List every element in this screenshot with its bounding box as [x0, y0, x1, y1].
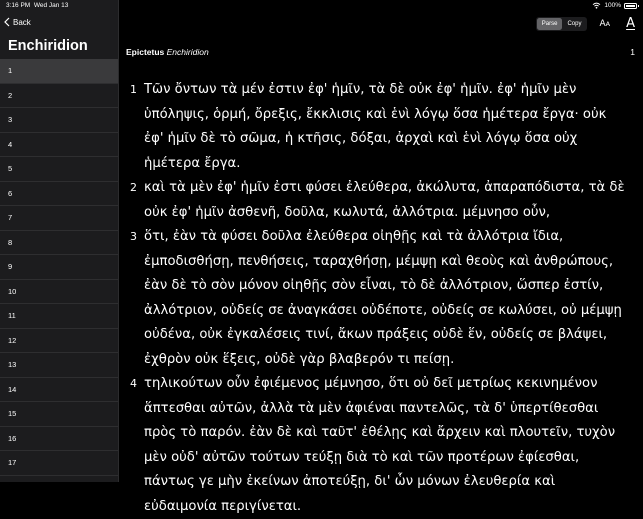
sidebar-item-11[interactable]: 11: [0, 304, 118, 329]
sidebar-item-1[interactable]: 1: [0, 59, 118, 84]
paragraph-text: τηλικούτων οὖν ἐφιέμενος μέμνησο, ὅτι οὐ δεῖ μετρίως κεκινημένον ἅπτεσθαι αὐτῶν, ἀλλὰ τὰ μὲν ἀφιέναι παντελῶς, τὰ δ' ὑπερτίθεσθαι πρὸς τὸ παρόν. ἐὰν δὲ καὶ ταῦτ' ἐθέλῃς καὶ ἄρχειν καὶ πλουτεῖν, τυχὸν μὲν οὐδ' αὐτῶν τούτων τεύξῃ διὰ τὸ καὶ τῶν προτέρων ἐφίεσθαι, πάντως γε μὴν ἐκείνων ἀποτεύξῃ, δι' ὧν μόνων ἐλευθερία καὶ εὐδαιμονία περιγίνεται.: [144, 376, 616, 514]
work-title: Enchiridion: [166, 47, 209, 57]
status-bar: [0, 0, 643, 12]
paragraph-text: καὶ τὰ μὲν ἐφ' ἡμῖν ἐστι φύσει ἐλεύθερα, ἀκώλυτα, ἀπαραπόδιστα, τὰ δὲ οὐκ ἐφ' ἡμῖν ἀσθενῆ, δοῦλα, κωλυτά, ἀλλότρια. μέμνησο οὖν,: [144, 180, 625, 220]
battery-icon: [624, 3, 637, 9]
back-button[interactable]: [4, 17, 31, 27]
wifi-icon: [592, 2, 601, 9]
sidebar: [0, 0, 118, 482]
battery-percent: 100%: [604, 2, 621, 9]
sidebar-item-10[interactable]: 10: [0, 280, 118, 305]
sidebar-item-8[interactable]: 8: [0, 231, 118, 256]
status-indicators: [592, 2, 637, 9]
paragraph[interactable]: [130, 176, 630, 225]
section-number: 4: [130, 377, 137, 390]
paragraph[interactable]: [130, 372, 630, 519]
sidebar-item-17[interactable]: 17: [0, 451, 118, 476]
sidebar-item-6[interactable]: 6: [0, 182, 118, 207]
page-number: 1: [630, 47, 635, 57]
paragraph-text: Τῶν ὄντων τὰ μέν ἐστιν ἐφ' ἡμῖν, τὰ δὲ οὐκ ἐφ' ἡμῖν. ἐφ' ἡμῖν μὲν ὑπόληψις, ὁρμή, ὄρεξις, ἔκκλισις καὶ ἑνὶ λόγῳ ὅσα ἡμέτερα ἔργα· οὐκ ἐφ' ἡμῖν δὲ τὸ σῶμα, ἡ κτῆσις, δόξαι, ἀρχαὶ καὶ ἑνὶ λόγῳ ὅσα οὐχ ἡμέτερα ἔργα.: [144, 82, 607, 171]
text-header: [126, 47, 209, 57]
status-time: [6, 2, 68, 9]
sidebar-divider: [118, 0, 119, 482]
section-number: 2: [130, 181, 137, 194]
copy-button[interactable]: Copy: [567, 20, 582, 27]
sidebar-item-2[interactable]: 2: [0, 84, 118, 109]
sidebar-item-3[interactable]: 3: [0, 108, 118, 133]
reader-toolbar: [536, 16, 635, 31]
back-label: Back: [13, 17, 31, 27]
sidebar-item-12[interactable]: 12: [0, 329, 118, 354]
font-small-glyph-a: A: [599, 18, 606, 29]
author-name: Epictetus: [126, 47, 165, 57]
sidebar-item-7[interactable]: 7: [0, 206, 118, 231]
sidebar-item-9[interactable]: 9: [0, 255, 118, 280]
chevron-left-icon: [4, 17, 10, 27]
paragraph-text: ὅτι, ἐὰν τὰ φύσει δοῦλα ἐλεύθερα οἰηθῇς καὶ τὰ ἀλλότρια ἴδια, ἐμποδισθήσῃ, πενθήσεις, ταραχθήσῃ, μέμψῃ καὶ θεοὺς καὶ ἀνθρώπους, ἐὰν δὲ τὸ σὸν μόνον οἰηθῇς σὸν εἶναι, τὸ δὲ ἀλλότριον, ὥσπερ ἐστίν, ἀλλότριον, οὐδείς σε ἀναγκάσει οὐδέποτε, οὐδείς σε κωλύσει, οὐ μέμψῃ οὐδένα, οὐκ ἐγκαλέσεις τινί, ἄκων πράξεις οὐδὲ ἕν, οὐδείς σε βλάψει, ἐχθρὸν οὐκ ἕξεις, οὐδὲ γὰρ βλαβερόν τι πείσῃ.: [144, 229, 622, 367]
sidebar-item-4[interactable]: 4: [0, 133, 118, 158]
parse-button[interactable]: Parse: [537, 18, 563, 30]
sidebar-item-15[interactable]: 15: [0, 402, 118, 427]
sidebar-item-16[interactable]: 16: [0, 427, 118, 452]
section-number: 1: [130, 83, 137, 96]
paragraph[interactable]: [130, 225, 630, 372]
increase-font-button[interactable]: A: [626, 16, 635, 31]
status-clock: 3:16 PM: [6, 2, 31, 9]
status-date: Wed Jan 13: [33, 2, 69, 9]
section-number: 3: [130, 230, 137, 243]
sidebar-item-14[interactable]: 14: [0, 378, 118, 403]
sidebar-item-13[interactable]: 13: [0, 353, 118, 378]
decrease-font-button[interactable]: [599, 19, 610, 29]
mode-segmented-control: [536, 17, 588, 31]
sidebar-title: Enchiridion: [8, 38, 88, 54]
section-list: [0, 59, 118, 476]
reading-pane: [130, 78, 630, 519]
font-small-glyph-b: A: [605, 19, 611, 28]
sidebar-item-5[interactable]: 5: [0, 157, 118, 182]
paragraph[interactable]: [130, 78, 630, 176]
